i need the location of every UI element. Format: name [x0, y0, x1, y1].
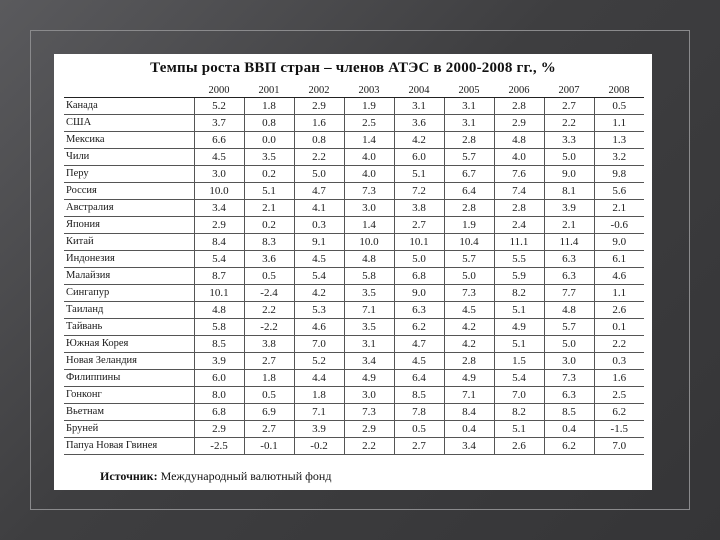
growth-value-cell: 0.4 — [544, 421, 594, 438]
growth-value-cell: 4.4 — [294, 370, 344, 387]
growth-value-cell: 6.4 — [394, 370, 444, 387]
growth-value-cell: 3.2 — [594, 149, 644, 166]
growth-value-cell: 8.7 — [194, 268, 244, 285]
year-header: 2005 — [458, 85, 480, 96]
growth-value-cell: 10.4 — [444, 234, 494, 251]
country-name: Чили — [64, 149, 194, 166]
country-name: Вьетнам — [64, 404, 194, 421]
growth-value-cell: 4.6 — [294, 319, 344, 336]
growth-value-cell: 4.5 — [294, 251, 344, 268]
growth-value-cell: 1.8 — [244, 370, 294, 387]
growth-value-cell: 1.9 — [344, 98, 394, 115]
growth-value-cell: 4.8 — [544, 302, 594, 319]
growth-value-cell: 7.6 — [494, 166, 544, 183]
growth-value-cell: 4.7 — [394, 336, 444, 353]
growth-value-cell: 9.1 — [294, 234, 344, 251]
growth-value-cell: 5.0 — [444, 268, 494, 285]
growth-value-cell: 9.8 — [594, 166, 644, 183]
table-row — [64, 217, 644, 234]
growth-value-cell: 4.9 — [494, 319, 544, 336]
growth-value-cell: 2.5 — [594, 387, 644, 404]
growth-value-cell: 2.4 — [494, 217, 544, 234]
growth-value-cell: 1.6 — [594, 370, 644, 387]
growth-value-cell: 2.8 — [444, 353, 494, 370]
growth-value-cell: 2.9 — [194, 217, 244, 234]
table-row — [64, 285, 644, 302]
growth-value-cell: 2.9 — [344, 421, 394, 438]
growth-value-cell: 7.3 — [444, 285, 494, 302]
growth-value-cell: 3.6 — [244, 251, 294, 268]
growth-value-cell: 2.2 — [294, 149, 344, 166]
country-name: Гонконг — [64, 387, 194, 404]
growth-value-cell: 5.1 — [494, 336, 544, 353]
growth-value-cell: 3.5 — [344, 319, 394, 336]
growth-value-cell: 3.3 — [544, 132, 594, 149]
growth-value-cell: 3.8 — [244, 336, 294, 353]
growth-value-cell: 2.2 — [244, 302, 294, 319]
growth-value-cell: 3.5 — [244, 149, 294, 166]
year-header: 2002 — [308, 85, 330, 96]
growth-value-cell: 2.9 — [194, 421, 244, 438]
growth-value-cell: 7.0 — [294, 336, 344, 353]
table-row — [64, 234, 644, 251]
growth-value-cell: 8.4 — [444, 404, 494, 421]
growth-value-cell: 7.4 — [494, 183, 544, 200]
growth-value-cell: 0.5 — [594, 98, 644, 115]
growth-value-cell: 3.4 — [444, 438, 494, 455]
country-name: США — [64, 115, 194, 132]
growth-value-cell: 4.0 — [344, 166, 394, 183]
year-header: 2008 — [608, 85, 630, 96]
growth-value-cell: 7.8 — [394, 404, 444, 421]
growth-value-cell: 10.0 — [344, 234, 394, 251]
table-row — [64, 387, 644, 404]
growth-value-cell: 7.1 — [444, 387, 494, 404]
growth-value-cell: 3.0 — [344, 200, 394, 217]
growth-value-cell: 5.2 — [294, 353, 344, 370]
growth-value-cell: 6.0 — [394, 149, 444, 166]
growth-value-cell: 5.2 — [194, 98, 244, 115]
table-row — [64, 149, 644, 166]
growth-value-cell: 3.7 — [194, 115, 244, 132]
growth-value-cell: 1.5 — [494, 353, 544, 370]
growth-value-cell: 0.5 — [244, 268, 294, 285]
table-row — [64, 166, 644, 183]
growth-value-cell: 5.7 — [544, 319, 594, 336]
growth-value-cell: 6.0 — [194, 370, 244, 387]
growth-value-cell: 0.2 — [244, 166, 294, 183]
growth-value-cell: 9.0 — [544, 166, 594, 183]
year-header: 2006 — [508, 85, 530, 96]
growth-value-cell: 1.6 — [294, 115, 344, 132]
growth-value-cell: 7.3 — [344, 183, 394, 200]
growth-value-cell: 2.5 — [344, 115, 394, 132]
source-note — [100, 469, 331, 484]
growth-value-cell: 6.2 — [594, 404, 644, 421]
growth-value-cell: 0.5 — [244, 387, 294, 404]
growth-value-cell: 2.8 — [494, 98, 544, 115]
table-row — [64, 336, 644, 353]
growth-value-cell: 8.4 — [194, 234, 244, 251]
table-row — [64, 404, 644, 421]
country-name: Таиланд — [64, 302, 194, 319]
growth-value-cell: 5.0 — [394, 251, 444, 268]
growth-value-cell: 5.3 — [294, 302, 344, 319]
growth-value-cell: 3.9 — [294, 421, 344, 438]
growth-value-cell: 2.7 — [244, 353, 294, 370]
growth-value-cell: 7.7 — [544, 285, 594, 302]
growth-value-cell: 2.6 — [594, 302, 644, 319]
growth-value-cell: 7.0 — [494, 387, 544, 404]
table-row — [64, 421, 644, 438]
growth-value-cell: 8.2 — [494, 285, 544, 302]
growth-value-cell: 7.2 — [394, 183, 444, 200]
growth-value-cell: 1.8 — [244, 98, 294, 115]
country-name: Индонезия — [64, 251, 194, 268]
year-header-row — [64, 84, 644, 98]
country-name: Мексика — [64, 132, 194, 149]
growth-value-cell: 6.7 — [444, 166, 494, 183]
growth-value-cell: 2.2 — [344, 438, 394, 455]
country-name: Филиппины — [64, 370, 194, 387]
growth-value-cell: 2.1 — [594, 200, 644, 217]
growth-value-cell: 6.9 — [244, 404, 294, 421]
growth-value-cell: 0.3 — [594, 353, 644, 370]
growth-value-cell: 7.1 — [294, 404, 344, 421]
table-row — [64, 268, 644, 285]
growth-value-cell: 2.8 — [444, 132, 494, 149]
country-name: Южная Корея — [64, 336, 194, 353]
growth-value-cell: 6.3 — [544, 251, 594, 268]
growth-value-cell: 7.0 — [594, 438, 644, 455]
growth-value-cell: 2.2 — [594, 336, 644, 353]
table-row — [64, 251, 644, 268]
growth-value-cell: 4.0 — [494, 149, 544, 166]
growth-value-cell: 7.3 — [544, 370, 594, 387]
growth-value-cell: 11.1 — [494, 234, 544, 251]
growth-value-cell: 4.2 — [444, 336, 494, 353]
country-name: Китай — [64, 234, 194, 251]
growth-value-cell: 0.0 — [244, 132, 294, 149]
growth-value-cell: 0.4 — [444, 421, 494, 438]
growth-value-cell: 5.1 — [494, 302, 544, 319]
growth-value-cell: 2.7 — [544, 98, 594, 115]
growth-value-cell: 9.0 — [394, 285, 444, 302]
growth-value-cell: 1.4 — [344, 132, 394, 149]
growth-value-cell: 3.5 — [344, 285, 394, 302]
country-name: Бруней — [64, 421, 194, 438]
year-header: 2001 — [258, 85, 280, 96]
growth-value-cell: -0.6 — [594, 217, 644, 234]
source-label: Источник: — [100, 469, 158, 483]
table-row — [64, 98, 644, 115]
growth-value-cell: 4.2 — [444, 319, 494, 336]
growth-value-cell: -2.5 — [194, 438, 244, 455]
growth-value-cell: 8.5 — [194, 336, 244, 353]
growth-value-cell: 6.2 — [394, 319, 444, 336]
country-name: Канада — [64, 98, 194, 115]
growth-value-cell: -2.4 — [244, 285, 294, 302]
growth-value-cell: 0.2 — [244, 217, 294, 234]
growth-value-cell: 6.3 — [394, 302, 444, 319]
growth-value-cell: 2.1 — [244, 200, 294, 217]
growth-value-cell: 5.8 — [344, 268, 394, 285]
growth-value-cell: 6.8 — [394, 268, 444, 285]
slide — [54, 54, 652, 490]
growth-value-cell: 5.1 — [394, 166, 444, 183]
table-row — [64, 200, 644, 217]
gdp-growth-table — [64, 84, 644, 455]
growth-value-cell: 3.0 — [194, 166, 244, 183]
table-row — [64, 370, 644, 387]
growth-value-cell: 2.7 — [244, 421, 294, 438]
growth-value-cell: 2.9 — [494, 115, 544, 132]
growth-value-cell: 5.1 — [494, 421, 544, 438]
growth-value-cell: 3.9 — [544, 200, 594, 217]
growth-value-cell: 1.8 — [294, 387, 344, 404]
year-header: 2003 — [358, 85, 380, 96]
growth-value-cell: 4.0 — [344, 149, 394, 166]
growth-value-cell: 5.7 — [444, 149, 494, 166]
growth-value-cell: 8.1 — [544, 183, 594, 200]
growth-value-cell: 5.4 — [494, 370, 544, 387]
growth-value-cell: 6.1 — [594, 251, 644, 268]
growth-value-cell: 5.4 — [194, 251, 244, 268]
growth-value-cell: 2.2 — [544, 115, 594, 132]
growth-value-cell: 0.8 — [244, 115, 294, 132]
growth-value-cell: 3.1 — [444, 98, 494, 115]
growth-value-cell: 3.1 — [344, 336, 394, 353]
table-row — [64, 302, 644, 319]
country-name: Япония — [64, 217, 194, 234]
country-name: Тайвань — [64, 319, 194, 336]
growth-value-cell: 3.9 — [194, 353, 244, 370]
growth-value-cell: 6.6 — [194, 132, 244, 149]
growth-value-cell: 4.9 — [444, 370, 494, 387]
growth-value-cell: 3.1 — [444, 115, 494, 132]
country-name: Папуа Новая Гвинея — [64, 438, 194, 455]
growth-value-cell: 1.1 — [594, 115, 644, 132]
growth-value-cell: 5.7 — [444, 251, 494, 268]
growth-value-cell: 6.8 — [194, 404, 244, 421]
growth-value-cell: 5.6 — [594, 183, 644, 200]
growth-value-cell: 10.1 — [194, 285, 244, 302]
country-name: Новая Зеландия — [64, 353, 194, 370]
growth-value-cell: -2.2 — [244, 319, 294, 336]
growth-value-cell: 2.8 — [494, 200, 544, 217]
growth-value-cell: 7.1 — [344, 302, 394, 319]
growth-value-cell: 0.1 — [594, 319, 644, 336]
table-row — [64, 438, 644, 455]
source-text: Международный валютный фонд — [160, 469, 332, 483]
growth-value-cell: 3.1 — [394, 98, 444, 115]
growth-value-cell: 5.4 — [294, 268, 344, 285]
growth-value-cell: 6.4 — [444, 183, 494, 200]
country-name: Перу — [64, 166, 194, 183]
growth-value-cell: 2.1 — [544, 217, 594, 234]
growth-value-cell: -1.5 — [594, 421, 644, 438]
growth-value-cell: 4.2 — [394, 132, 444, 149]
growth-value-cell: 4.8 — [344, 251, 394, 268]
growth-value-cell: 2.8 — [444, 200, 494, 217]
growth-value-cell: 3.0 — [544, 353, 594, 370]
year-header: 2007 — [558, 85, 580, 96]
year-header: 2000 — [208, 85, 230, 96]
growth-value-cell: 11.4 — [544, 234, 594, 251]
growth-value-cell: 5.9 — [494, 268, 544, 285]
growth-value-cell: 6.3 — [544, 268, 594, 285]
growth-value-cell: 8.5 — [394, 387, 444, 404]
growth-value-cell: 4.8 — [194, 302, 244, 319]
growth-value-cell: 2.9 — [294, 98, 344, 115]
growth-value-cell: 4.5 — [394, 353, 444, 370]
growth-value-cell: 4.2 — [294, 285, 344, 302]
growth-value-cell: 4.6 — [594, 268, 644, 285]
growth-value-cell: 5.0 — [544, 149, 594, 166]
country-name: Малайзия — [64, 268, 194, 285]
growth-value-cell: -0.2 — [294, 438, 344, 455]
growth-value-cell: 2.7 — [394, 217, 444, 234]
growth-value-cell: 1.9 — [444, 217, 494, 234]
growth-value-cell: 3.8 — [394, 200, 444, 217]
growth-value-cell: 3.4 — [344, 353, 394, 370]
table-row — [64, 319, 644, 336]
growth-value-cell: 1.1 — [594, 285, 644, 302]
growth-value-cell: 8.0 — [194, 387, 244, 404]
growth-value-cell: 4.7 — [294, 183, 344, 200]
country-name: Сингапур — [64, 285, 194, 302]
growth-value-cell: 8.5 — [544, 404, 594, 421]
growth-value-cell: 8.2 — [494, 404, 544, 421]
growth-value-cell: -0.1 — [244, 438, 294, 455]
country-name: Австралия — [64, 200, 194, 217]
growth-value-cell: 4.9 — [344, 370, 394, 387]
growth-value-cell: 2.6 — [494, 438, 544, 455]
growth-value-cell: 10.0 — [194, 183, 244, 200]
table-title: Темпы роста ВВП стран – членов АТЭС в 2000-2008 гг., % — [150, 60, 556, 76]
growth-value-cell: 0.5 — [394, 421, 444, 438]
growth-value-cell: 5.0 — [294, 166, 344, 183]
growth-value-cell: 6.2 — [544, 438, 594, 455]
table-row — [64, 115, 644, 132]
growth-value-cell: 7.3 — [344, 404, 394, 421]
table-row — [64, 183, 644, 200]
table-body — [64, 98, 644, 455]
growth-value-cell: 6.3 — [544, 387, 594, 404]
growth-value-cell: 9.0 — [594, 234, 644, 251]
growth-value-cell: 10.1 — [394, 234, 444, 251]
growth-value-cell: 1.3 — [594, 132, 644, 149]
growth-value-cell: 0.3 — [294, 217, 344, 234]
growth-value-cell: 4.5 — [194, 149, 244, 166]
growth-value-cell: 5.5 — [494, 251, 544, 268]
growth-value-cell: 5.1 — [244, 183, 294, 200]
table-row — [64, 132, 644, 149]
growth-value-cell: 3.4 — [194, 200, 244, 217]
growth-value-cell: 3.6 — [394, 115, 444, 132]
growth-value-cell: 0.8 — [294, 132, 344, 149]
header-corner — [64, 84, 194, 98]
growth-value-cell: 3.0 — [344, 387, 394, 404]
growth-value-cell: 8.3 — [244, 234, 294, 251]
growth-value-cell: 4.8 — [494, 132, 544, 149]
growth-value-cell: 5.8 — [194, 319, 244, 336]
table-row — [64, 353, 644, 370]
country-name: Россия — [64, 183, 194, 200]
growth-value-cell: 4.1 — [294, 200, 344, 217]
growth-value-cell: 4.5 — [444, 302, 494, 319]
growth-value-cell: 2.7 — [394, 438, 444, 455]
growth-value-cell: 1.4 — [344, 217, 394, 234]
growth-value-cell: 5.0 — [544, 336, 594, 353]
year-header: 2004 — [408, 85, 430, 96]
